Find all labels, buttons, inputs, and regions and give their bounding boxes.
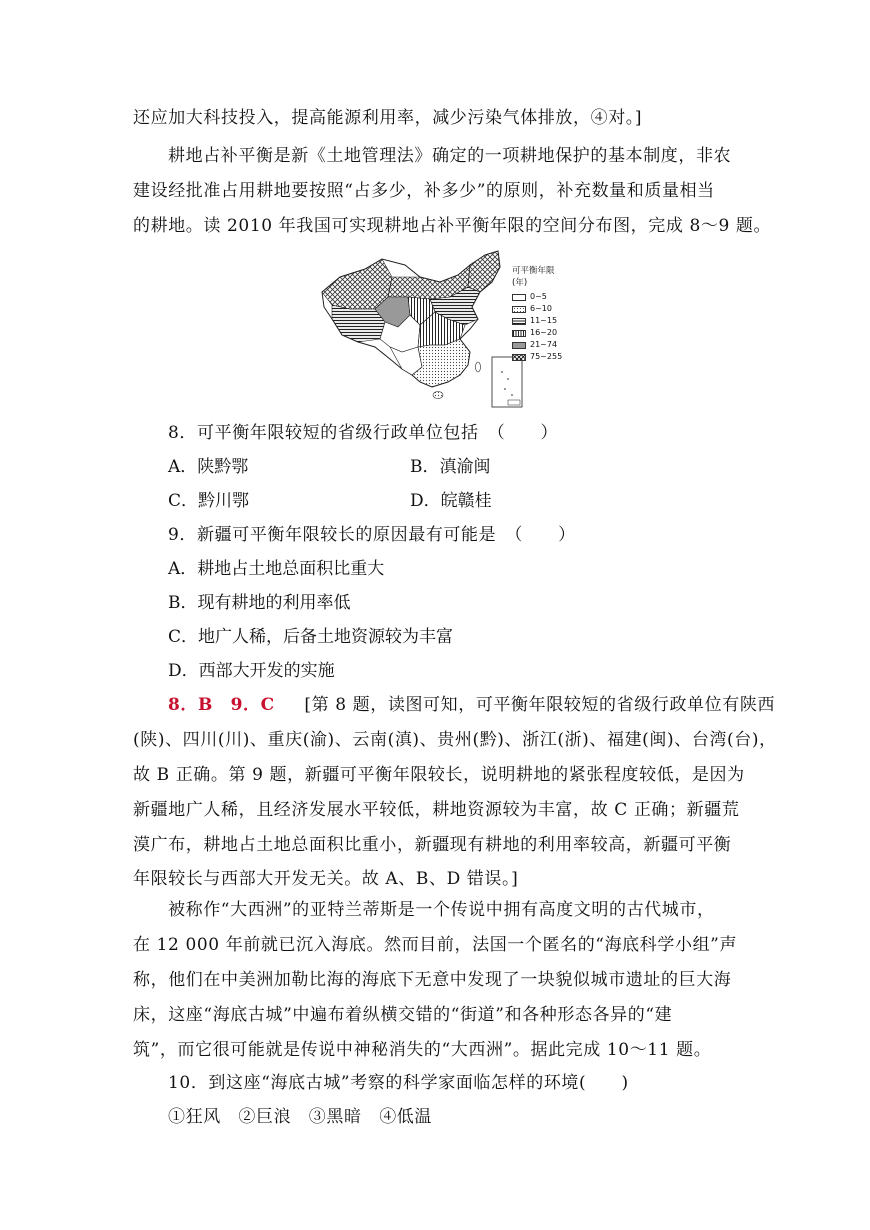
- answer-line: 年限较长与西部大开发无关。故 A、B、D 错误。]: [133, 869, 519, 889]
- q9-option-b: B．现有耕地的利用率低: [168, 593, 351, 613]
- answer-line: [168, 690, 775, 715]
- q9-option-a: A．耕地占土地总面积比重大: [168, 559, 385, 579]
- q8-option-b: B．滇渝闽: [410, 457, 491, 477]
- text-line: 耕地占补平衡是新《土地管理法》确定的一项耕地保护的基本制度，非农: [168, 146, 732, 166]
- passage-line: 在 12 000 年前就已沉入海底。然而目前，法国一个匿名的“海底科学小组”声: [133, 935, 738, 955]
- legend-item: [512, 291, 562, 303]
- question-10-stem: 10．到这座“海底古城”考察的科学家面临怎样的环境( ): [168, 1073, 629, 1093]
- south-china-sea-inset: [492, 357, 522, 407]
- legend-label: 16~20: [530, 328, 558, 337]
- answer-line: 故 B 正确。第 9 题，新疆可平衡年限较长，说明耕地的紧张程度较低，是因为: [133, 765, 745, 785]
- answer-explanation: [第 8 题，读图可知，可平衡年限较短的省级行政单位有陕西: [304, 695, 776, 715]
- text-line: 的耕地。读 2010 年我国可实现耕地占补平衡年限的空间分布图，完成 8～9 题。: [133, 216, 772, 236]
- answer-key: 8．B 9．C: [168, 695, 275, 715]
- legend-label: 75~255: [530, 352, 563, 361]
- legend-item: [512, 351, 562, 363]
- region-hainan: [433, 392, 443, 399]
- question-8-stem: 8．可平衡年限较短的省级行政单位包括 （ ）: [168, 423, 559, 443]
- answer-line: (陕)、四川(川)、重庆(渝)、云南(滇)、贵州(黔)、浙江(浙)、福建(闽)、台湾(台)，: [133, 730, 777, 750]
- passage-line: 称，他们在中美洲加勒比海的海底下无意中发现了一块貌似城市遗址的巨大海: [133, 970, 732, 990]
- text-line: 建设经批准占用耕地要按照“占多少，补多少”的原则，补充数量和质量相当: [133, 181, 715, 201]
- legend-label: 0~5: [530, 292, 547, 301]
- question-9-stem: 9．新疆可平衡年限较长的原因最有可能是 （ ）: [168, 525, 576, 545]
- legend-label: 21~74: [530, 340, 558, 349]
- region-xinjiang: [322, 259, 392, 309]
- q8-option-c: C．黔川鄂: [168, 491, 250, 511]
- answer-line: 漠广布，耕地占土地总面积比重小，新疆现有耕地的利用率较高，新疆可平衡: [133, 835, 732, 855]
- passage-line: 床，这座“海底古城”中遍布着纵横交错的“街道”和各种形态各异的“建: [133, 1005, 673, 1025]
- text-line: 还应加大科技投入，提高能源利用率，减少污染气体排放，④对。]: [133, 108, 643, 128]
- q8-option-a: A．陕黔鄂: [168, 457, 249, 477]
- legend-swatch: [512, 318, 526, 325]
- q9-option-c: C．地广人稀，后备土地资源较为丰富: [168, 627, 454, 647]
- legend-swatch: [512, 342, 526, 349]
- q9-option-d: D．西部大开发的实施: [168, 661, 335, 681]
- legend-item: [512, 303, 562, 315]
- legend-swatch: [512, 306, 526, 313]
- passage-line: 筑”，而它很可能就是传说中神秘消失的“大西洲”。据此完成 10～11 题。: [133, 1040, 712, 1060]
- legend-item: [512, 327, 562, 339]
- q10-options: ①狂风 ②巨浪 ③黑暗 ④低温: [168, 1107, 432, 1127]
- legend-label: 6~10: [530, 304, 552, 313]
- legend-title: 可平衡年限(年): [512, 266, 555, 288]
- passage-line: 被称作“大西洲”的亚特兰蒂斯是一个传说中拥有高度文明的古代城市，: [168, 900, 715, 920]
- legend-item: [512, 339, 562, 351]
- region-heilongjiang: [468, 251, 500, 292]
- region-taiwan: [476, 362, 481, 372]
- legend-label: 11~15: [530, 316, 558, 325]
- legend-swatch: [512, 294, 526, 301]
- china-map-figure: [320, 247, 563, 412]
- answer-line: 新疆地广人稀，且经济发展水平较低，耕地资源较为丰富，故 C 正确；新疆荒: [133, 800, 740, 820]
- q8-option-d: D．皖赣桂: [410, 491, 492, 511]
- legend-swatch: [512, 330, 526, 337]
- map-legend: [512, 265, 562, 363]
- legend-item: [512, 315, 562, 327]
- legend-swatch: [512, 354, 526, 361]
